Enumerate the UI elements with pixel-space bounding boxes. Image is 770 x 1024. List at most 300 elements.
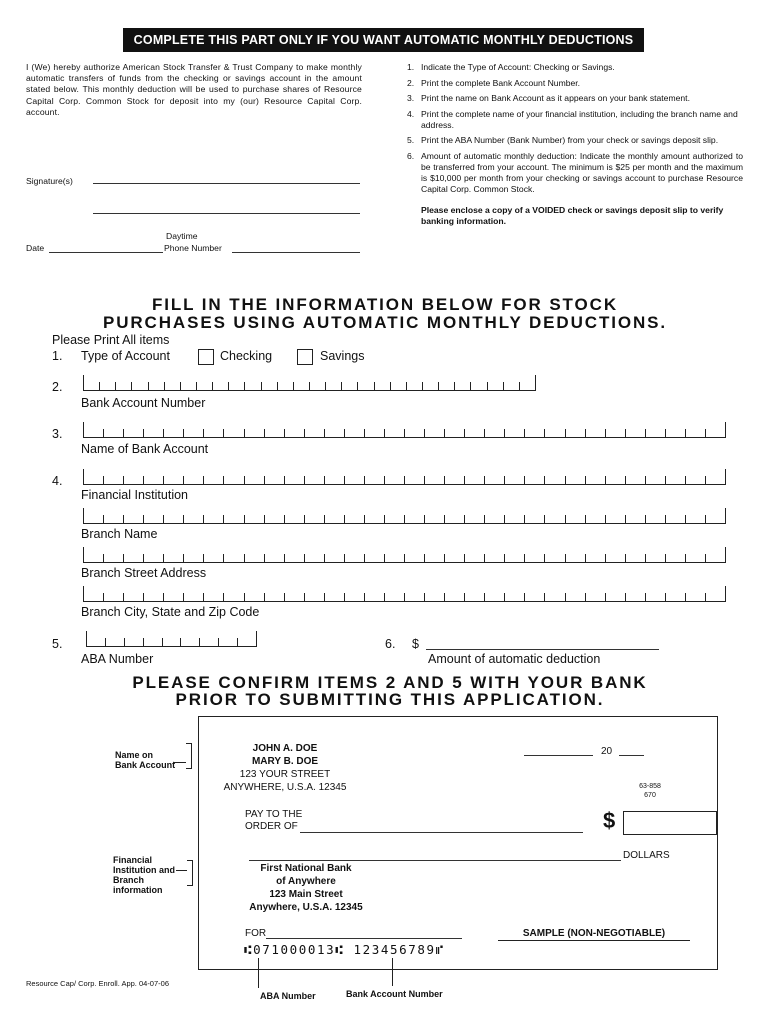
char-cell-divider [324,429,344,437]
char-cell-divider [344,476,364,484]
char-cell-divider [284,429,304,437]
deduction-amount-line[interactable] [426,649,659,650]
instruction-number: 5. [407,135,415,146]
char-cell-divider [464,476,484,484]
char-cell-divider [384,476,404,484]
check-year-line [619,755,644,756]
phone-label: Phone Number [164,243,222,253]
instruction-number: 1. [407,62,415,72]
char-cell-divider [324,554,344,562]
micr-line: ⑆071000013⑆ 123456789⑈ [244,942,445,957]
char-cell-divider [228,382,244,390]
char-cell-divider [103,554,123,562]
char-cell-divider [585,476,605,484]
char-cell-divider [404,554,424,562]
char-cell-divider [535,375,536,390]
char-cell-divider [203,554,223,562]
char-cell-divider [685,476,705,484]
char-cell-divider [131,382,147,390]
char-cell-divider [665,554,685,562]
char-cell-divider [180,638,199,646]
routing-fraction-bottom: 670 [644,792,656,799]
char-cell-divider [364,593,384,601]
char-cell-divider [645,429,665,437]
char-cell-divider [605,476,625,484]
char-cell-divider [464,554,484,562]
signature-line-2[interactable] [93,213,360,214]
char-cell-divider [244,593,264,601]
char-cell-divider [544,476,564,484]
char-cell-divider [341,382,357,390]
authorization-text: I (We) hereby authorize American Stock Transfer & Trust Company to make monthly automatic transfers of funds from the checking or savings account in the amount stated below. This monthly deduction will be used to purchase shares of Resource Capital Corp. Common Stock for deposit into my (our) Resource Capital Corp. account. [26,62,362,117]
branch-city-label: Branch City, State and Zip Code [81,605,260,619]
fi-callout: Financial Institution and Branch information [113,855,175,895]
char-cell-divider [524,476,544,484]
char-cell-divider [344,515,364,523]
char-cell-divider [180,382,196,390]
char-cell-divider [123,476,143,484]
bank-name-1: First National Bank [260,863,352,874]
char-cell-divider [304,476,324,484]
char-cell-divider [484,476,504,484]
char-cell-divider [464,429,484,437]
char-cell-divider [685,593,705,601]
char-cell-divider [424,593,444,601]
print-all-note: Please Print All items [52,333,170,347]
char-cell-divider [524,429,544,437]
sample-label: SAMPLE (NON-NEGOTIABLE) [498,927,690,941]
instruction-text: Amount of automatic monthly deduction: Indicate the monthly amount authorized to be transferred from your account. The minimum is $25 per month and the maximum is $10,000 per month from your checking or savings account to purchase Resource Capital Corp. Common Stock. [421,150,743,194]
date-line[interactable] [49,252,163,253]
instruction-text: Print the complete Bank Account Number. [421,77,581,88]
confirm-heading-line1: PLEASE CONFIRM ITEMS 2 AND 5 WITH YOUR BANK [132,673,648,692]
check-name-2: MARY B. DOE [251,756,319,767]
char-cell-divider [384,554,404,562]
char-cell-divider [244,515,264,523]
instruction-number: 3. [407,93,415,104]
char-cell-divider [404,593,424,601]
char-cell-divider [565,554,585,562]
char-cell-divider [304,515,324,523]
account-pointer [392,958,394,986]
char-cell-divider [384,515,404,523]
char-cell-divider [83,508,103,523]
aba-number-boxes[interactable] [86,631,257,647]
char-cell-divider [625,476,645,484]
for-label: FOR [245,928,267,939]
pay-to-label: PAY TO THE [245,809,303,820]
check-year: 20 [601,746,613,757]
bank-account-number-label: Bank Account Number [81,396,206,410]
char-cell-divider [364,429,384,437]
dollars-label: DOLLARS [623,850,670,861]
char-cell-divider [223,554,243,562]
char-cell-divider [203,593,223,601]
char-cell-divider [406,382,422,390]
char-cell-divider [685,554,705,562]
item2-num: 2. [52,380,63,394]
char-cell-divider [470,382,486,390]
date-label: Date [26,243,45,253]
char-cell-divider [123,515,143,523]
char-cell-divider [725,547,726,562]
char-cell-divider [163,429,183,437]
char-cell-divider [424,554,444,562]
char-cell-divider [103,429,123,437]
char-cell-divider [424,429,444,437]
char-cell-divider [565,515,585,523]
char-cell-divider [524,515,544,523]
char-cell-divider [196,382,212,390]
char-cell-divider [344,554,364,562]
char-cell-divider [218,638,237,646]
char-cell-divider [264,554,284,562]
check-date-line [524,755,593,756]
char-cell-divider [244,382,260,390]
char-cell-divider [212,382,228,390]
bank-name-2: of Anywhere [276,876,336,887]
char-cell-divider [83,375,99,390]
char-cell-divider [487,382,503,390]
char-cell-divider [143,476,163,484]
signature-label: Signature(s) [26,176,73,186]
branch-name-boxes[interactable] [83,508,726,524]
account-caption: Bank Account Number [346,989,443,999]
item6-dollar: $ [412,637,419,651]
char-cell-divider [524,554,544,562]
char-cell-divider [162,638,181,646]
char-cell-divider [143,515,163,523]
char-cell-divider [524,593,544,601]
char-cell-divider [504,429,524,437]
instruction-text: Print the name on Bank Account as it appears on your bank statement. [421,93,690,104]
instruction-item [407,151,743,195]
instruction-item [407,135,743,146]
form-footer: Resource Cap/ Corp. Enroll. App. 04-07-06 [26,979,169,988]
char-cell-divider [203,515,223,523]
char-cell-divider [404,515,424,523]
char-cell-divider [705,476,725,484]
financial-institution-boxes[interactable] [83,469,726,485]
char-cell-divider [705,515,725,523]
char-cell-divider [544,593,564,601]
char-cell-divider [444,593,464,601]
fill-heading-line1: FILL IN THE INFORMATION BELOW FOR STOCK [151,295,619,314]
fill-heading-line2: PURCHASES USING AUTOMATIC MONTHLY DEDUCTIONS. [102,313,668,332]
char-cell-divider [264,593,284,601]
callout-connector-1 [174,762,186,763]
char-cell-divider [605,554,625,562]
char-cell-divider [284,593,304,601]
char-cell-divider [484,593,504,601]
char-cell-divider [324,593,344,601]
instruction-text: Print the ABA Number (Bank Number) from your check or savings deposit slip. [421,135,719,146]
char-cell-divider [705,554,725,562]
fi-bracket [187,860,193,886]
char-cell-divider [665,476,685,484]
char-cell-divider [605,593,625,601]
char-cell-divider [565,429,585,437]
char-cell-divider [484,515,504,523]
char-cell-divider [223,429,243,437]
item6-num: 6. [385,637,396,651]
instruction-text: Print the complete name of your financial institution, including the branch name and address. [421,108,738,130]
char-cell-divider [565,593,585,601]
char-cell-divider [519,382,535,390]
char-cell-divider [665,429,685,437]
char-cell-divider [304,554,324,562]
char-cell-divider [705,429,725,437]
char-cell-divider [86,631,105,646]
char-cell-divider [183,429,203,437]
char-cell-divider [544,554,564,562]
char-cell-divider [123,554,143,562]
checking-label: Checking [220,349,273,363]
char-cell-divider [163,593,183,601]
char-cell-divider [464,593,484,601]
char-cell-divider [223,476,243,484]
char-cell-divider [665,593,685,601]
instruction-number: 4. [407,108,415,119]
char-cell-divider [725,586,726,601]
char-cell-divider [264,429,284,437]
char-cell-divider [105,638,124,646]
char-cell-divider [585,554,605,562]
item1-num: 1. [52,349,63,363]
instruction-item [407,78,743,89]
char-cell-divider [504,593,524,601]
type-of-account-label: Type of Account [81,349,170,363]
char-cell-divider [438,382,454,390]
amount-box [623,811,717,835]
char-cell-divider [404,476,424,484]
char-cell-divider [422,382,438,390]
phone-line[interactable] [232,252,360,253]
check-dollar-sign: $ [603,808,616,833]
char-cell-divider [725,422,726,437]
char-cell-divider [424,515,444,523]
daytime-label: Daytime [166,231,198,241]
char-cell-divider [143,429,163,437]
char-cell-divider [163,515,183,523]
branch-name-label: Branch Name [81,527,158,541]
char-cell-divider [183,476,203,484]
name-of-bank-account-label: Name of Bank Account [81,442,209,456]
branch-city-boxes[interactable] [83,586,726,602]
check-name-1: JOHN A. DOE [252,743,318,754]
char-cell-divider [390,382,406,390]
char-cell-divider [183,593,203,601]
item3-num: 3. [52,427,63,441]
char-cell-divider [143,554,163,562]
char-cell-divider [725,469,726,484]
char-cell-divider [183,554,203,562]
char-cell-divider [504,515,524,523]
instructions [407,62,743,228]
instruction-item [407,93,743,104]
section-banner: COMPLETE THIS PART ONLY IF YOU WANT AUTOMATIC MONTHLY DEDUCTIONS [123,28,644,52]
branch-street-boxes[interactable] [83,547,726,563]
char-cell-divider [605,429,625,437]
aba-caption: ABA Number [260,991,316,1001]
char-cell-divider [585,515,605,523]
char-cell-divider [325,382,341,390]
name-bracket [186,743,192,769]
char-cell-divider [99,382,115,390]
written-amount-line [249,860,621,861]
name-of-bank-account-boxes[interactable] [83,422,726,438]
char-cell-divider [605,515,625,523]
char-cell-divider [103,593,123,601]
routing-fraction [630,782,670,800]
check-address-2: ANYWHERE, U.S.A. 12345 [223,782,347,793]
char-cell-divider [244,429,264,437]
char-cell-divider [83,586,103,601]
char-cell-divider [124,638,143,646]
char-cell-divider [103,515,123,523]
bank-account-number-boxes[interactable] [83,375,536,391]
char-cell-divider [625,515,645,523]
char-cell-divider [309,382,325,390]
char-cell-divider [164,382,180,390]
name-on-account-callout: Name on Bank Account [115,750,176,770]
char-cell-divider [364,515,384,523]
aba-number-label: ABA Number [81,652,154,666]
char-cell-divider [544,429,564,437]
instruction-text: Indicate the Type of Account: Checking or Savings. [421,62,615,72]
char-cell-divider [163,476,183,484]
check-address-1: 123 YOUR STREET [239,769,331,780]
instruction-number: 2. [407,77,415,88]
char-cell-divider [444,515,464,523]
char-cell-divider [256,631,257,646]
char-cell-divider [424,476,444,484]
instruction-item [407,109,743,131]
char-cell-divider [585,429,605,437]
char-cell-divider [244,554,264,562]
bank-address-2: Anywhere, U.S.A. 12345 [249,902,363,913]
char-cell-divider [625,429,645,437]
char-cell-divider [665,515,685,523]
char-cell-divider [261,382,277,390]
instruction-item [407,62,743,73]
aba-pointer [258,958,260,988]
char-cell-divider [203,476,223,484]
char-cell-divider [625,554,645,562]
char-cell-divider [344,429,364,437]
bank-address-1: 123 Main Street [269,889,343,900]
char-cell-divider [123,593,143,601]
char-cell-divider [203,429,223,437]
char-cell-divider [115,382,131,390]
char-cell-divider [374,382,390,390]
item4-num: 4. [52,474,63,488]
char-cell-divider [504,476,524,484]
item5-num: 5. [52,637,63,651]
char-cell-divider [324,476,344,484]
char-cell-divider [565,476,585,484]
char-cell-divider [183,515,203,523]
char-cell-divider [324,515,344,523]
char-cell-divider [237,638,256,646]
char-cell-divider [625,593,645,601]
savings-checkbox[interactable] [297,349,313,365]
char-cell-divider [705,593,725,601]
financial-institution-label: Financial Institution [81,488,189,502]
char-cell-divider [284,554,304,562]
char-cell-divider [364,554,384,562]
char-cell-divider [244,476,264,484]
char-cell-divider [148,382,164,390]
branch-street-label: Branch Street Address [81,566,207,580]
char-cell-divider [585,593,605,601]
char-cell-divider [293,382,309,390]
char-cell-divider [484,554,504,562]
char-cell-divider [725,508,726,523]
memo-line [266,938,462,939]
char-cell-divider [83,547,103,562]
enclose-note: Please enclose a copy of a VOIDED check or savings deposit slip to verify banking information. [421,204,724,227]
char-cell-divider [83,422,103,437]
char-cell-divider [685,429,705,437]
char-cell-divider [364,476,384,484]
char-cell-divider [503,382,519,390]
char-cell-divider [504,554,524,562]
char-cell-divider [645,476,665,484]
char-cell-divider [264,515,284,523]
checking-checkbox[interactable] [198,349,214,365]
char-cell-divider [454,382,470,390]
char-cell-divider [685,515,705,523]
char-cell-divider [123,429,143,437]
payee-line [300,832,583,833]
signature-line-1[interactable] [93,183,360,184]
char-cell-divider [163,554,183,562]
char-cell-divider [143,593,163,601]
char-cell-divider [645,593,665,601]
routing-fraction-top: 63-858 [639,783,661,790]
char-cell-divider [83,469,103,484]
char-cell-divider [284,476,304,484]
char-cell-divider [444,554,464,562]
char-cell-divider [357,382,373,390]
savings-label: Savings [320,349,365,363]
char-cell-divider [223,593,243,601]
char-cell-divider [143,638,162,646]
char-cell-divider [284,515,304,523]
char-cell-divider [304,429,324,437]
char-cell-divider [645,515,665,523]
char-cell-divider [304,593,324,601]
char-cell-divider [103,476,123,484]
callout-connector-2 [176,870,187,871]
deduction-amount-label: Amount of automatic deduction [428,652,601,666]
char-cell-divider [223,515,243,523]
char-cell-divider [444,476,464,484]
char-cell-divider [384,593,404,601]
char-cell-divider [264,476,284,484]
char-cell-divider [199,638,218,646]
confirm-heading-line2: PRIOR TO SUBMITTING THIS APPLICATION. [175,690,605,709]
char-cell-divider [645,554,665,562]
char-cell-divider [404,429,424,437]
char-cell-divider [344,593,364,601]
char-cell-divider [384,429,404,437]
char-cell-divider [464,515,484,523]
char-cell-divider [444,429,464,437]
char-cell-divider [484,429,504,437]
order-of-label: ORDER OF [245,821,298,832]
